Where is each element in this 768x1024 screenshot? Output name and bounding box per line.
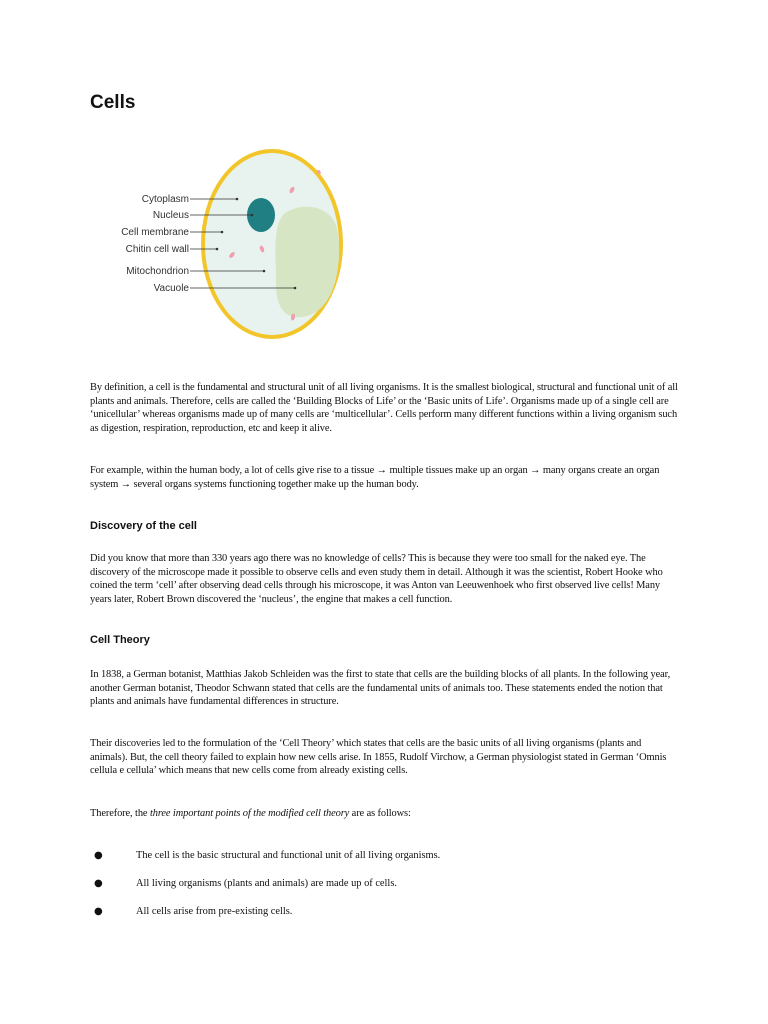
cell-theory-heading: Cell Theory xyxy=(90,634,150,646)
discovery-heading: Discovery of the cell xyxy=(90,520,197,532)
label-chitin-cell-wall: Chitin cell wall xyxy=(125,244,189,255)
vacuole xyxy=(275,207,339,318)
list-item: ● The cell is the basic structural and functional unit of all living organisms. xyxy=(90,848,680,876)
label-nucleus: Nucleus xyxy=(152,210,189,221)
label-vacuole: Vacuole xyxy=(153,283,189,294)
list-item: ● All cells arise from pre-existing cells. xyxy=(90,904,680,932)
schleiden-paragraph: In 1838, a German botanist, Matthias Jakob Schleiden was the first to state that cells are the building blocks of all plants. In the following year, another German botanist, Theodor Schwann stated that cells are the fundamental units of animals too. These statements ended the notion that plants and animals have fundamental differences in structure. xyxy=(90,669,671,708)
page-title: Cells xyxy=(90,92,136,113)
bullet-icon: ● xyxy=(94,878,103,889)
list-item: ● All living organisms (plants and animals) are made up of cells. xyxy=(90,876,680,904)
virchow-paragraph: Their discoveries led to the formulation of the ‘Cell Theory’ which states that cells are the basic units of all living organisms (plants and animals). But, the cell theory failed to explain how new cells arise. In 1855, Rudolf Virchow, a German physiologist stated in German ‘Omnis cellula e cellula’ which means that new cells come from already existing cells. xyxy=(90,738,667,777)
bullet-icon: ● xyxy=(94,850,103,861)
cell-diagram xyxy=(100,145,370,345)
intro-paragraph: By definition, a cell is the fundamental and structural unit of all living organisms. It is the smallest biological, structural and functional unit of all plants and animals. Therefore, cells are called the ‘Building Blocks of Life’ or the ‘Basic units of Life’. Organisms made up of a single cell are ‘unicellular’ whereas organisms made up of many cells are ‘multicellular’. Cells perform many different functions within a living organism such as digestion, respiration, reproduction, etc and keep it alive. xyxy=(90,382,678,434)
cell-theory-list xyxy=(90,848,680,932)
label-cytoplasm: Cytoplasm xyxy=(141,194,189,205)
label-cell-membrane: Cell membrane xyxy=(121,227,189,238)
discovery-paragraph: Did you know that more than 330 years ago there was no knowledge of cells? This is because they were too small for the naked eye. The discovery of the microscope made it possible to observe cells and even study them in detail. Although it was the scientist, Robert Hooke who coined the term ‘cell’ after observing dead cells through his microscope, it was Anton van Leeuwenhoek who first observed live cells! Many years later, Robert Brown discovered the ‘nucleus’, the engine that makes a cell function. xyxy=(90,553,663,605)
emphasis-text: three important points of the modified cell theory xyxy=(149,808,350,819)
label-mitochondrion: Mitochondrion xyxy=(126,266,189,277)
example-paragraph: For example, within the human body, a lot of cells give rise to a tissue → multiple tissues make up an organ → many organs create an organ system → several organs systems functioning together make up the human body. xyxy=(90,465,660,490)
theory-points-intro: Therefore, the three important points of the modified cell theory are as follows: xyxy=(90,808,411,819)
bullet-icon: ● xyxy=(94,906,103,917)
